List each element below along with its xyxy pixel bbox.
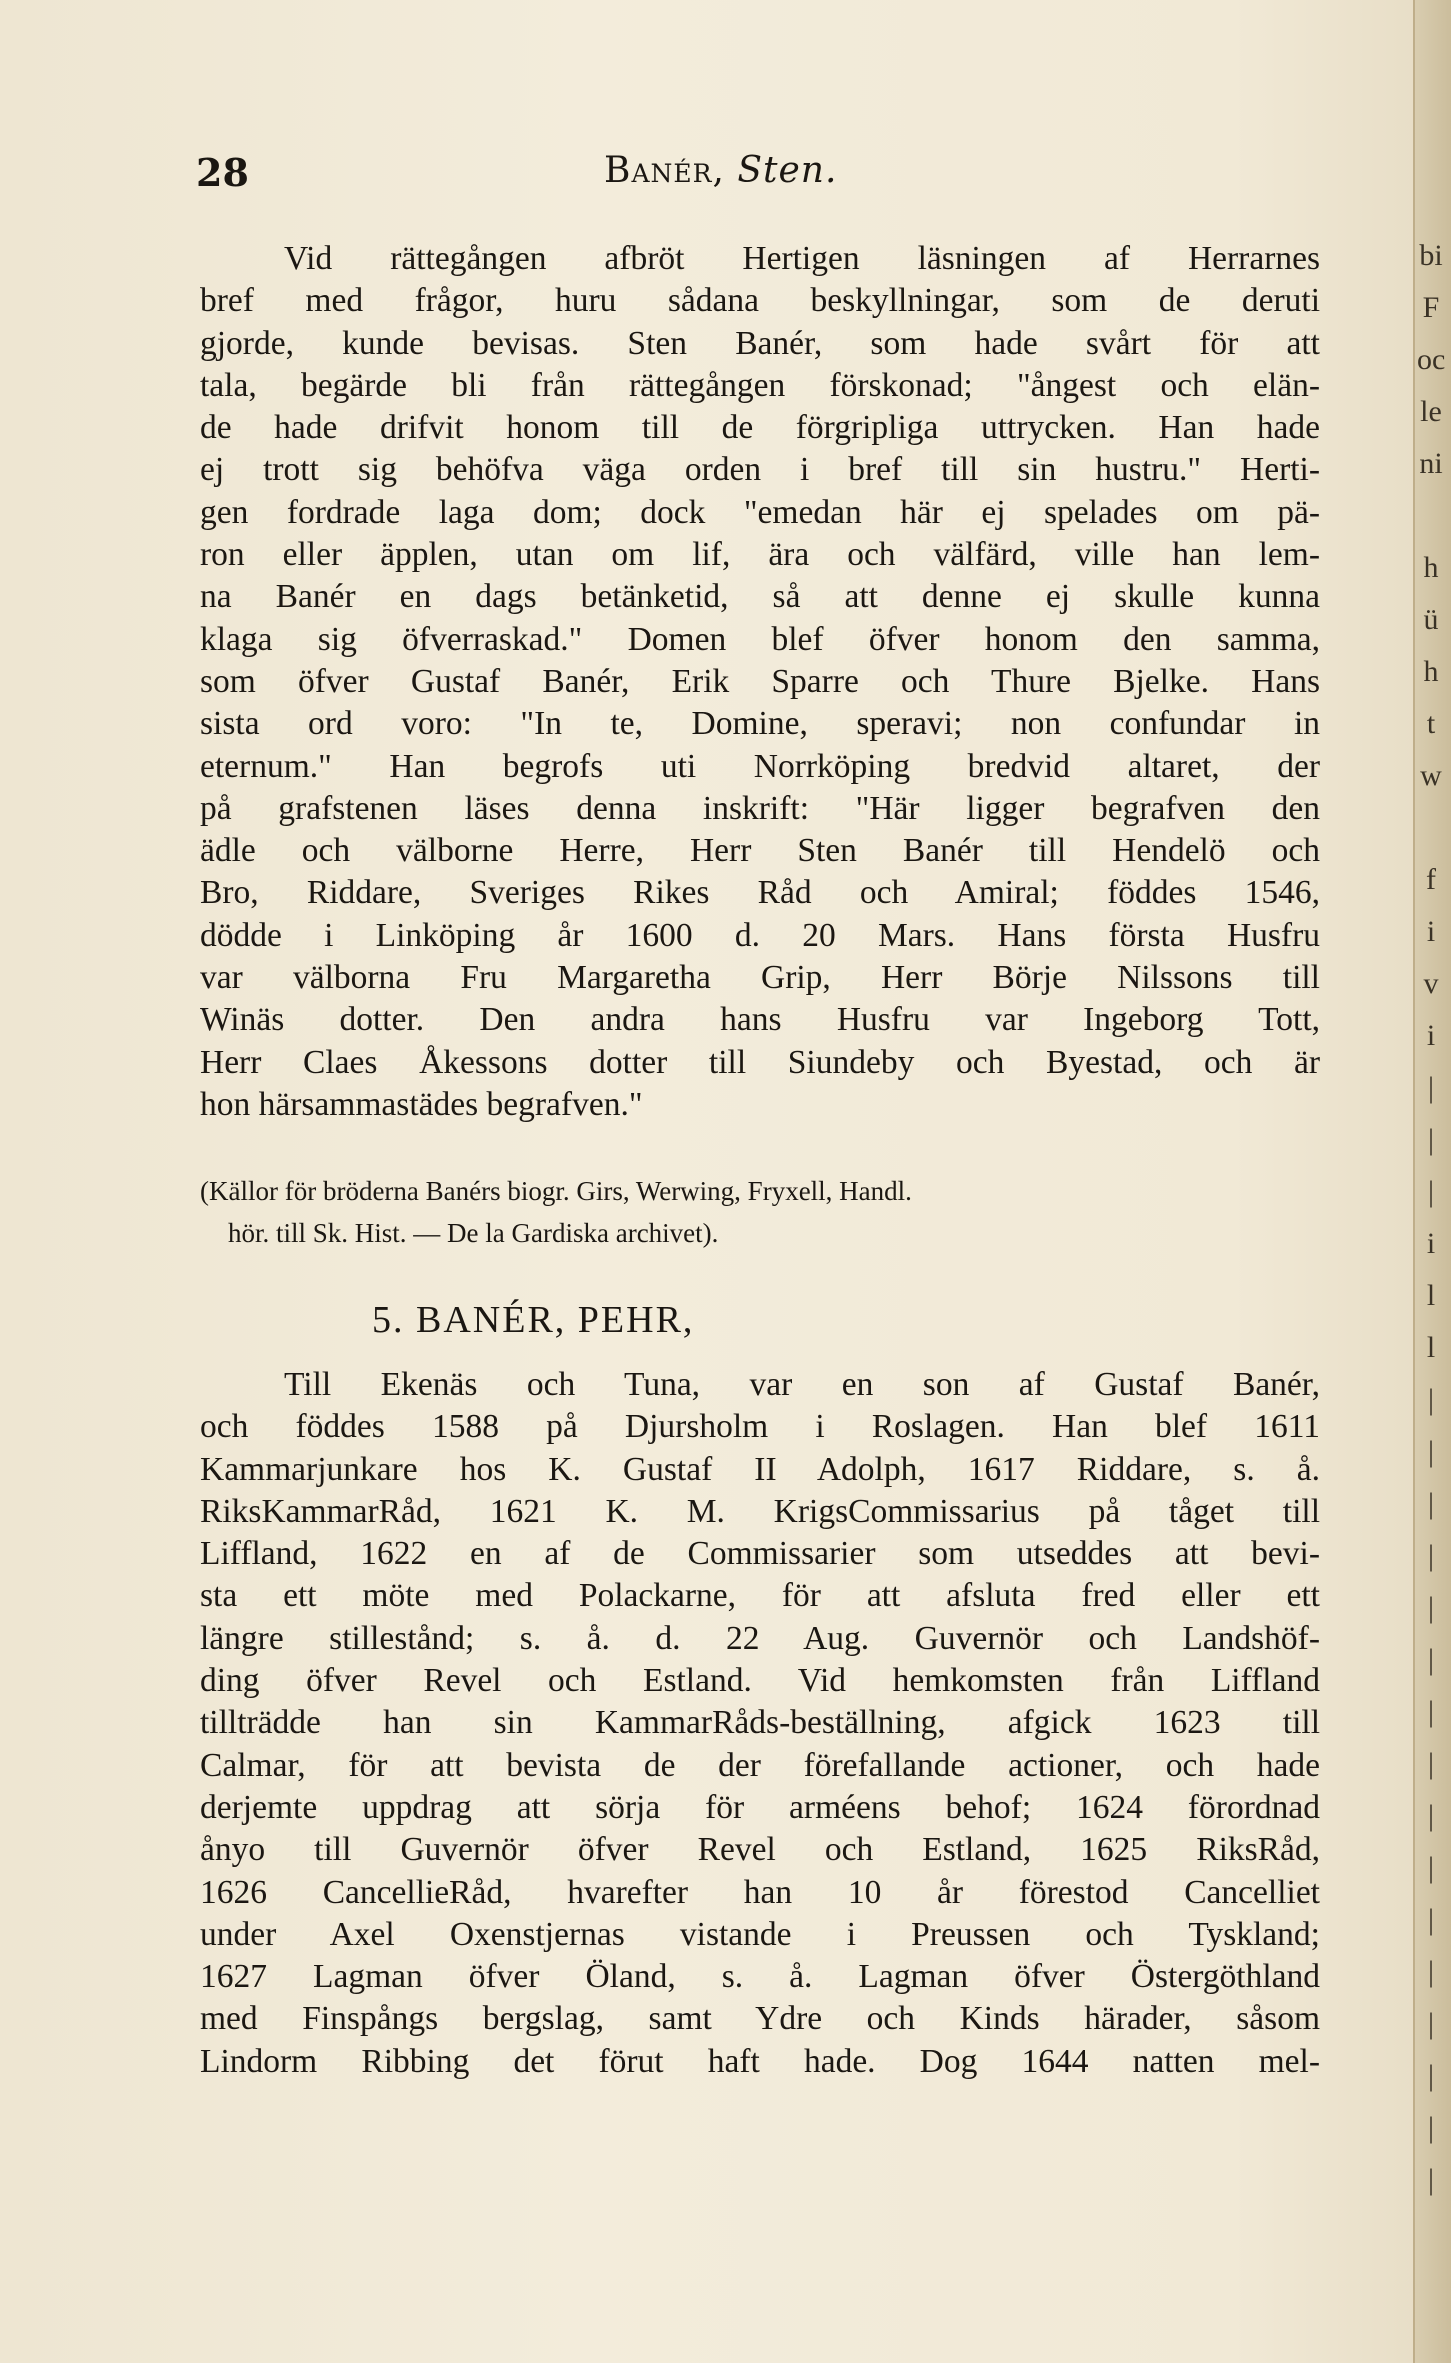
page-header (196, 150, 1326, 210)
text-line: tala, begärde bli från rättegången förskonad; "ångest och elän- (200, 366, 1320, 404)
text-line: var välborna Fru Margaretha Grip, Herr Börje Nilssons till (200, 959, 1320, 997)
text-line: ron eller äpplen, utan om lif, ära och välfärd, ville han lem- (200, 536, 1320, 574)
text-line: dödde i Linköping år 1600 d. 20 Mars. Hans första Husfru (200, 916, 1320, 954)
text-line: de hade drifvit honom till de förgripliga uttrycken. Han hade (200, 409, 1320, 447)
text-line: sista ord voro: "In te, Domine, speravi; non confundar in (200, 705, 1320, 743)
text-line: på grafstenen läses denna inskrift: "Här ligger begrafven den (200, 789, 1320, 827)
text-line: Calmar, för att bevista de der förefallande actioner, och hade (200, 1746, 1320, 1784)
text-line: tillträdde han sin KammarRåds-beställning, afgick 1623 till (200, 1704, 1320, 1742)
text-line: Till Ekenäs och Tuna, var en son af Gustaf Banér, (284, 1366, 1320, 1403)
text-line: ding öfver Revel och Estland. Vid hemkomsten från Liffland (200, 1662, 1320, 1700)
text-line: ånyo till Guvernör öfver Revel och Estland, 1625 RiksRåd, (200, 1831, 1320, 1869)
sources-line: hör. till Sk. Hist. — De la Gardiska archivet). (228, 1218, 719, 1248)
text-line: Kammarjunkare hos K. Gustaf II Adolph, 1617 Riddare, s. å. (200, 1450, 1320, 1488)
text-line: gjorde, kunde bevisas. Sten Banér, som hade svårt för att (200, 324, 1320, 362)
paragraph-sten-trial (200, 238, 1320, 1126)
text-line: bref med frågor, huru sådana beskyllningar, som de deruti (200, 282, 1320, 320)
text-line: Vid rättegången afbröt Hertigen läsningen af Herrarnes (284, 240, 1320, 277)
text-line: Winäs dotter. Den andra hans Husfru var Ingeborg Tott, (200, 1001, 1320, 1039)
text-line: na Banér en dags betänketid, så att denne ej skulle kunna (200, 578, 1320, 616)
text-line: derjemte uppdrag att sörja för arméens behof; 1624 förordnad (200, 1788, 1320, 1826)
running-head-name: Sten. (737, 150, 838, 191)
text-line: och föddes 1588 på Djursholm i Roslagen. Han blef 1611 (200, 1408, 1320, 1446)
paragraph-pehr-biography (200, 1364, 1320, 2083)
text-line: 1626 CancellieRåd, hvarefter han 10 år förestod Cancelliet (200, 1873, 1320, 1911)
text-line: ej trott sig behöfva väga orden i bref till sin hustru." Herti- (200, 451, 1320, 489)
text-line: med Finspångs bergslag, samt Ydre och Kinds härader, såsom (200, 2000, 1320, 2038)
text-line: längre stillestånd; s. å. d. 22 Aug. Guvernör och Landshöf- (200, 1619, 1320, 1657)
text-line: som öfver Gustaf Banér, Erik Sparre och Thure Bjelke. Hans (200, 662, 1320, 700)
running-head-surname: Banér, (604, 150, 725, 191)
adjacent-page-edge (1413, 0, 1451, 2363)
sources-note (200, 1170, 1320, 1254)
text-line: sta ett möte med Polackarne, för att afsluta fred eller ett (200, 1577, 1320, 1615)
text-line: klaga sig öfverraskad." Domen blef öfver honom den samma, (200, 620, 1320, 658)
text-line: Lindorm Ribbing det förut haft hade. Dog 1644 natten mel- (200, 2042, 1320, 2080)
page-number: 28 (196, 150, 249, 195)
running-head (604, 150, 837, 191)
text-line: 1627 Lagman öfver Öland, s. å. Lagman öfver Östergöthland (200, 1958, 1320, 1996)
text-line: hon härsammastädes begrafven." (200, 1085, 643, 1123)
sources-line: (Källor för bröderna Banérs biogr. Girs, Werwing, Fryxell, Handl. (200, 1176, 912, 1206)
text-line: Bro, Riddare, Sveriges Rikes Råd och Amiral; föddes 1546, (200, 874, 1320, 912)
text-line: gen fordrade laga dom; dock "emedan här ej spelades om pä- (200, 493, 1320, 531)
text-line: ädle och välborne Herre, Herr Sten Banér till Hendelö och (200, 832, 1320, 870)
section-heading: 5. BANÉR, PEHR, (372, 1299, 695, 1341)
text-line: eternum." Han begrofs uti Norrköping bredvid altaret, der (200, 747, 1320, 785)
text-line: Liffland, 1622 en af de Commissarier som utseddes att bevi- (200, 1535, 1320, 1573)
adjacent-page-fragments: bi F oc le ni h ü h t w f i v i | | | i l l | | | | | | | | | | | | | | | | (1417, 239, 1446, 2196)
text-line: RiksKammarRåd, 1621 K. M. KrigsCommissarius på tåget till (200, 1492, 1320, 1530)
text-line: under Axel Oxenstjernas vistande i Preussen och Tyskland; (200, 1915, 1320, 1953)
text-line: Herr Claes Åkessons dotter till Siundeby och Byestad, och är (200, 1043, 1320, 1081)
